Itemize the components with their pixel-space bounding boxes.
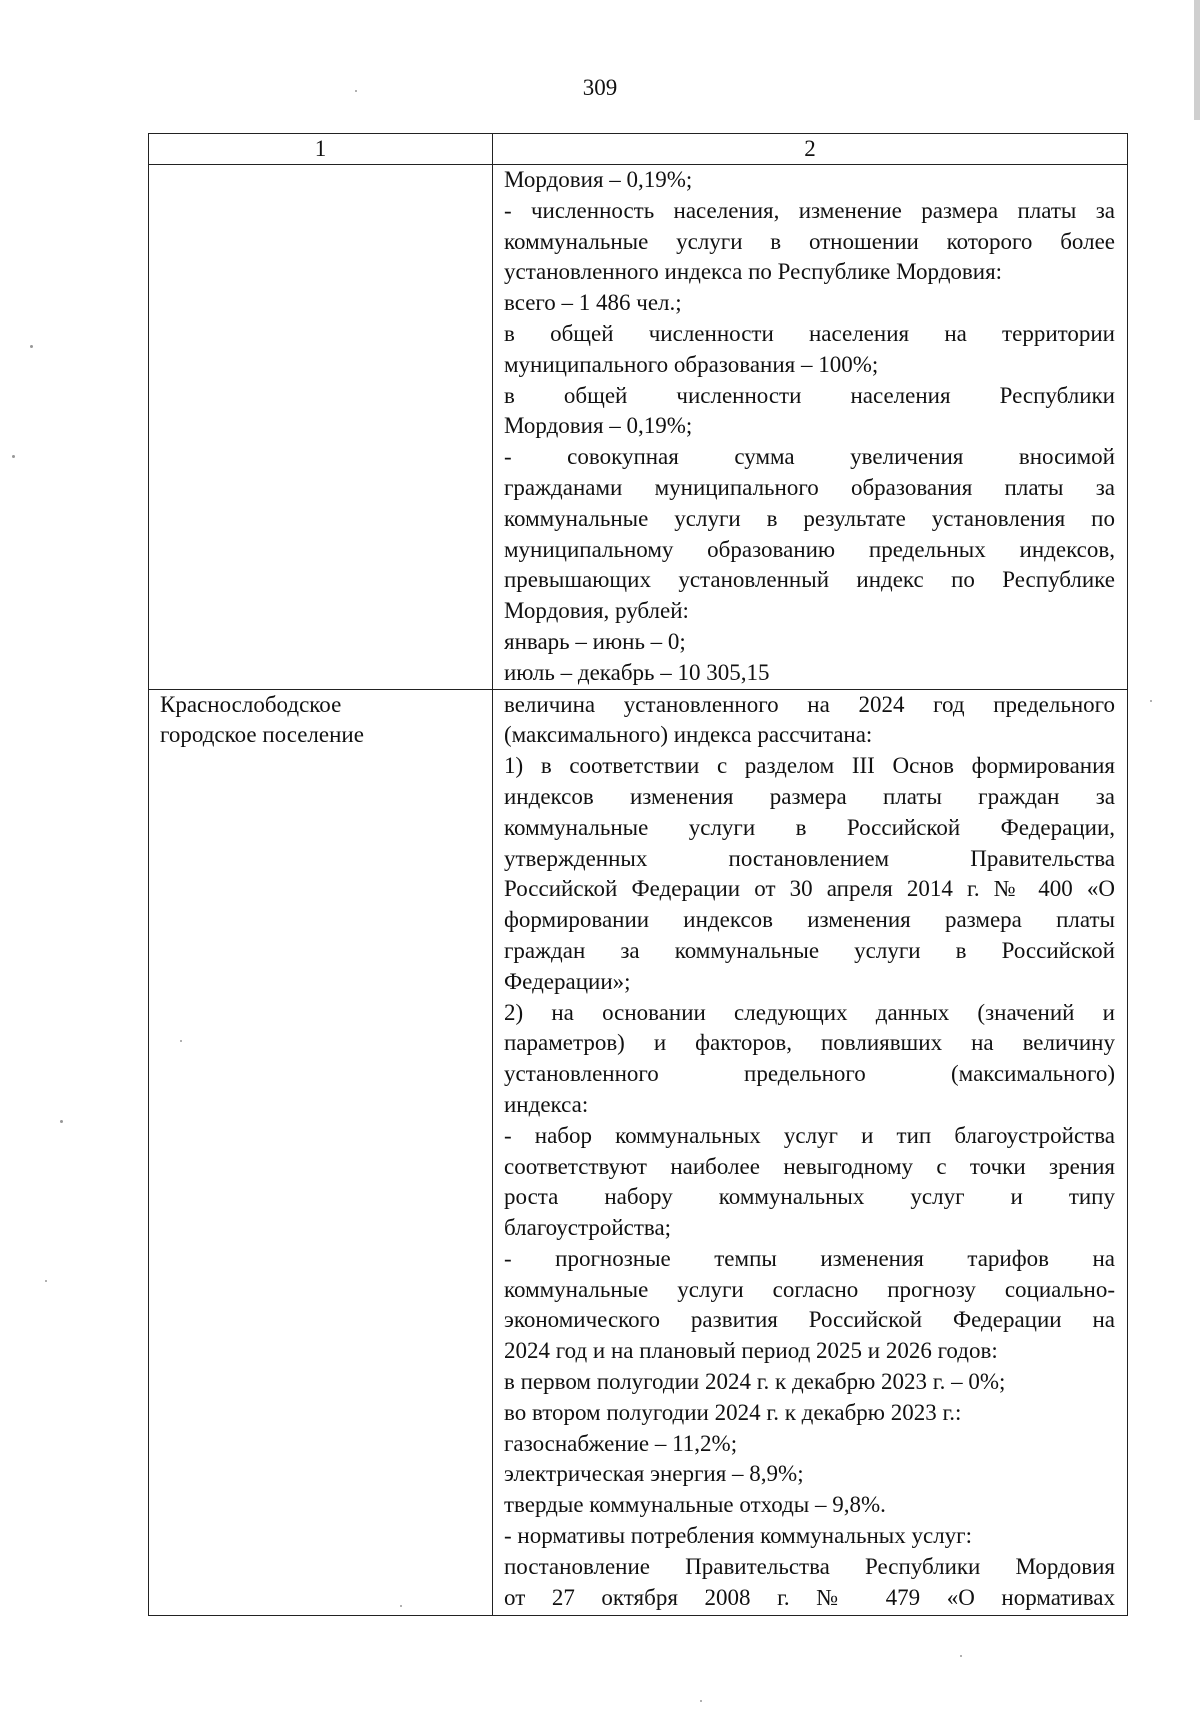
text-line: всего – 1 486 чел.;: [504, 290, 682, 316]
text-line: (максимального) индекса рассчитана:: [504, 722, 873, 748]
text-line: коммунальные услуги в результате установления по: [504, 505, 1115, 531]
text-line: роста набору коммунальных услуг и типу: [504, 1184, 1115, 1210]
text-line: гражданами муниципального образования платы за: [504, 474, 1115, 500]
municipality-name-line: Краснослободское: [160, 691, 342, 717]
page-number: 309: [582, 75, 618, 100]
text-line: твердые коммунальные отходы – 9,8%.: [504, 1492, 886, 1518]
text-line: 2024 год и на плановый период 2025 и 2026 годов:: [504, 1338, 998, 1364]
scan-speck: [60, 1120, 63, 1123]
text-line: во втором полугодии 2024 г. к декабрю 2023 г.:: [504, 1399, 962, 1425]
text-line: коммунальные услуги согласно прогнозу социально-: [504, 1276, 1115, 1302]
scan-speck: [1150, 700, 1152, 702]
municipality-cell: [149, 165, 493, 690]
text-line: благоустройства;: [504, 1215, 672, 1241]
municipality-name-line: городское поселение: [160, 722, 364, 748]
text-line: Мордовия – 0,19%;: [504, 413, 693, 439]
text-line: в общей численности населения Республики: [504, 382, 1115, 408]
text-line: установленного индекса по Республике Мордовия:: [504, 259, 1003, 285]
description-cell: [493, 165, 1128, 690]
table-header-row: [149, 134, 1128, 165]
text-line: экономического развития Российской Федерации на: [504, 1307, 1115, 1333]
scan-speck: [30, 345, 33, 348]
column-header-1: 1: [149, 134, 493, 165]
text-line: в первом полугодии 2024 г. к декабрю 2023 г. – 0%;: [504, 1369, 1006, 1395]
text-line: формировании индексов изменения размера платы: [504, 907, 1115, 933]
text-line: коммунальные услуги в отношении которого более: [504, 228, 1115, 254]
table-row: [149, 689, 1128, 1615]
table-row: [149, 165, 1128, 690]
municipality-cell: [149, 689, 493, 1615]
text-line: - совокупная сумма увеличения вносимой: [504, 444, 1115, 470]
text-line: 1) в соответствии с разделом III Основ формирования: [504, 753, 1115, 779]
scan-speck: [700, 1700, 702, 1702]
text-line: июль – декабрь – 10 305,15: [504, 659, 770, 685]
text-line: установленного предельного (максимального): [504, 1061, 1115, 1087]
scan-speck: [12, 455, 15, 458]
text-line: муниципального образования – 100%;: [504, 351, 879, 377]
text-line: превышающих установленный индекс по Республике: [504, 567, 1115, 593]
text-line: утвержденных постановлением Правительства: [504, 845, 1115, 871]
text-line: от 27 октября 2008 г. № 479 «О нормативах: [504, 1584, 1115, 1610]
text-line: муниципальному образованию предельных индексов,: [504, 536, 1115, 562]
scan-speck: [400, 1605, 402, 1607]
document-table: [148, 133, 1128, 1616]
text-line: граждан за коммунальные услуги в Российской: [504, 937, 1115, 963]
text-line: индекса:: [504, 1091, 589, 1117]
text-line: соответствуют наиболее невыгодному с точки зрения: [504, 1153, 1115, 1179]
text-line: - набор коммунальных услуг и тип благоустройства: [504, 1122, 1115, 1148]
scan-speck: [180, 1040, 182, 1042]
text-line: Мордовия, рублей:: [504, 598, 689, 624]
scan-edge-shadow: [1194, 0, 1200, 120]
scan-speck: [960, 1655, 962, 1657]
text-line: январь – июнь – 0;: [504, 628, 686, 654]
text-line: электрическая энергия – 8,9%;: [504, 1461, 804, 1487]
text-line: 2) на основании следующих данных (значений и: [504, 999, 1115, 1025]
text-line: индексов изменения размера платы граждан за: [504, 783, 1115, 809]
text-line: Мордовия – 0,19%;: [504, 167, 693, 192]
column-header-2: 2: [493, 134, 1128, 165]
scan-speck: [355, 90, 357, 92]
text-line: коммунальные услуги в Российской Федерации,: [504, 814, 1115, 840]
description-cell: [493, 689, 1128, 1615]
text-line: Федерации»;: [504, 968, 631, 994]
scan-speck: [45, 1280, 47, 1282]
text-line: - численность населения, изменение размера платы за: [504, 197, 1115, 223]
text-line: газоснабжение – 11,2%;: [504, 1430, 738, 1456]
text-line: Российской Федерации от 30 апреля 2014 г. № 400 «О: [504, 876, 1115, 902]
text-line: - нормативы потребления коммунальных услуг:: [504, 1523, 972, 1549]
text-line: в общей численности населения на территории: [504, 320, 1115, 346]
text-line: параметров) и факторов, повлиявших на величину: [504, 1030, 1115, 1056]
text-line: - прогнозные темпы изменения тарифов на: [504, 1245, 1115, 1271]
text-line: величина установленного на 2024 год предельного: [504, 691, 1115, 717]
text-line: постановление Правительства Республики Мордовия: [504, 1553, 1115, 1579]
